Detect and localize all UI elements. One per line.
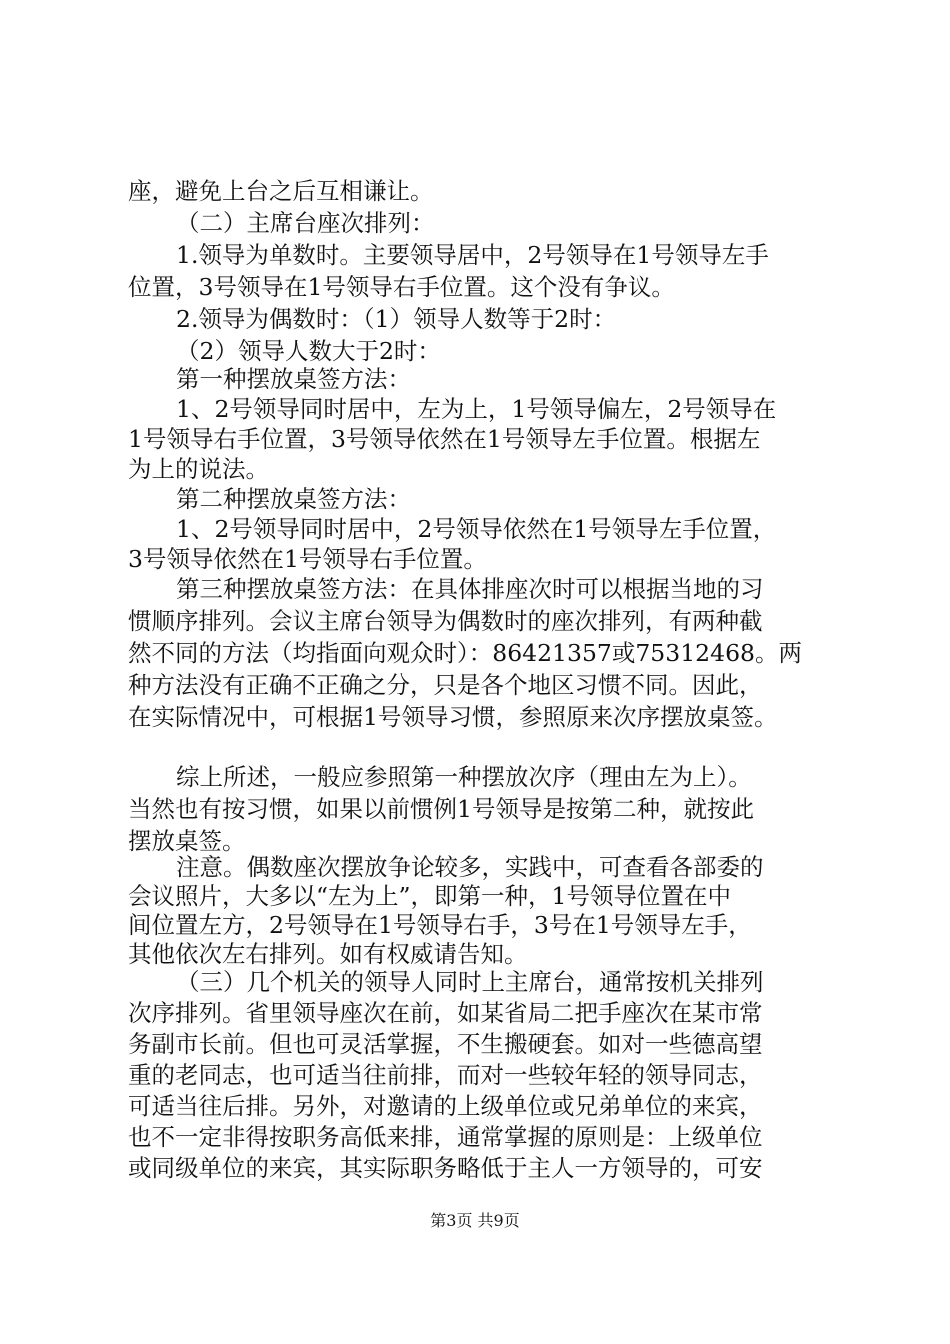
- text-line: 然不同的方法（均指面向观众时）：86421357或75312468。两: [128, 639, 802, 667]
- text-line: 位置，3号领导在1号领导右手位置。这个没有争议。: [128, 273, 675, 301]
- text-line: 2.领导为偶数时：（1）领导人数等于2时：: [176, 305, 617, 333]
- text-line: 在实际情况中，可根据1号领导习惯，参照原来次序摆放桌签。: [128, 703, 778, 731]
- text-line: 3号领导依然在1号领导右手位置。: [128, 545, 487, 573]
- text-line: 惯顺序排列。会议主席台领导为偶数时的座次排列，有两种截: [128, 607, 763, 635]
- text-line: 第三种摆放桌签方法：在具体排座次时可以根据当地的习: [176, 575, 764, 603]
- text-line: 务副市长前。但也可灵活掌握，不生搬硬套。如对一些德高望: [128, 1030, 763, 1058]
- page-number: 第3页 共9页: [430, 1211, 520, 1230]
- text-line: 重的老同志，也可适当往前排，而对一些较年轻的领导同志，: [128, 1061, 763, 1089]
- text-line: 1、2号领导同时居中，左为上，1号领导偏左，2号领导在: [176, 395, 777, 423]
- text-line: 座，避免上台之后互相谦让。: [128, 177, 434, 205]
- text-line: 第二种摆放桌签方法：: [176, 485, 411, 513]
- text-line: 种方法没有正确不正确之分，只是各个地区习惯不同。因此，: [128, 671, 763, 699]
- text-line: 综上所述，一般应参照第一种摆放次序（理由左为上）。: [176, 763, 752, 791]
- text-line: （2）领导人数大于2时：: [176, 337, 441, 365]
- text-line: 次序排列。省里领导座次在前，如某省局二把手座次在某市常: [128, 999, 763, 1027]
- text-line: 或同级单位的来宾，其实际职务略低于主人一方领导的，可安: [128, 1154, 763, 1182]
- text-line: 会议照片，大多以“左为上”，即第一种，1号领导位置在中: [128, 882, 731, 910]
- text-line: 摆放桌签。: [128, 827, 246, 855]
- text-line: 1号领导右手位置，3号领导依然在1号领导左手位置。根据左: [128, 425, 761, 453]
- text-line: （三）几个机关的领导人同时上主席台，通常按机关排列: [176, 968, 764, 996]
- text-line: 当然也有按习惯，如果以前惯例1号领导是按第二种，就按此: [128, 795, 754, 823]
- text-line: 也不一定非得按职务高低来排，通常掌握的原则是：上级单位: [128, 1123, 763, 1151]
- text-line: （二）主席台座次排列：: [176, 209, 435, 237]
- text-line: 注意。偶数座次摆放争论较多，实践中，可查看各部委的: [176, 853, 764, 881]
- text-line: 间位置左方，2号领导在1号领导右手，3号在1号领导左手，: [128, 911, 752, 939]
- text-line: 1、2号领导同时居中，2号领导依然在1号领导左手位置，: [176, 515, 777, 543]
- text-line: 第一种摆放桌签方法：: [176, 365, 411, 393]
- text-line: 可适当往后排。另外，对邀请的上级单位或兄弟单位的来宾，: [128, 1092, 763, 1120]
- text-line: 为上的说法。: [128, 455, 269, 483]
- text-line: 其他依次左右排列。如有权威请告知。: [128, 940, 528, 968]
- text-line: 1.领导为单数时。主要领导居中，2号领导在1号领导左手: [176, 241, 769, 269]
